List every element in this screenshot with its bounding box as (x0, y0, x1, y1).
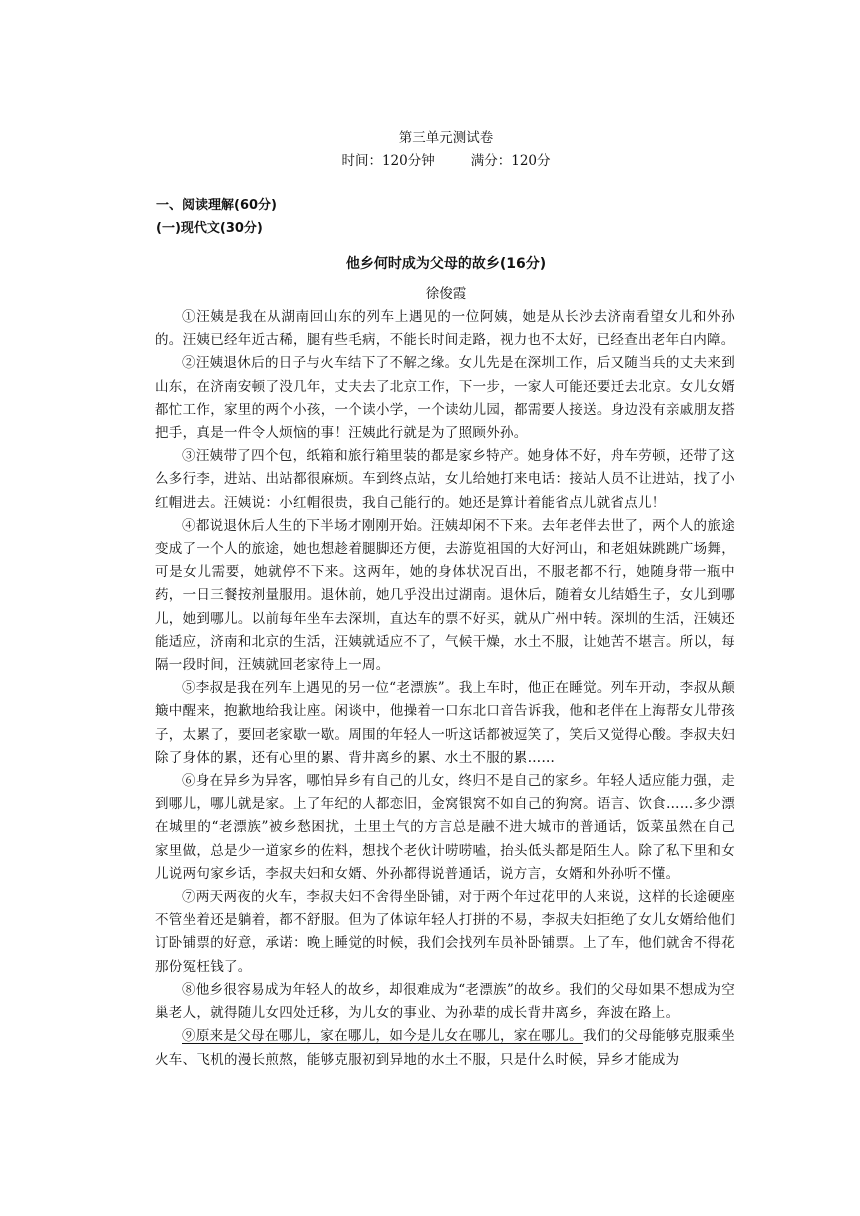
paragraph-8: ⑧他乡很容易成为年轻人的故乡，却很难成为“老漂族”的故乡。我们的父母如果不想成为空巢老人，就得随儿女四处迁移，为儿女的事业、为孙辈的成长背井离乡，奔波在路上。 (155, 981, 735, 1022)
underlined-sentence: ⑨原来是父母在哪儿，家在哪儿，如今是儿女在哪儿，家在哪儿。 (182, 1028, 583, 1045)
paragraph-9-rest: 我们的父母能够克服乘坐火车、飞机的漫长煎熬，能够克服初到异地的水土不服，只是什么时候，异乡才能成为 (155, 1028, 735, 1068)
article-title: 他乡何时成为父母的故乡(16分) (345, 256, 547, 272)
paragraph-6: ⑥身在异乡为异客，哪怕异乡有自己的儿女，终归不是自己的家乡。年轻人适应能力强，走到哪儿，哪儿就是家。上了年纪的人都恋旧，金窝银窝不如自己的狗窝。语言、饮食……多少漂在城里的“老漂族”被乡愁困扰，土里土气的方言总是融不进大城市的普通话，饭菜虽然在自己家里做，总是少一道家乡的佐料，想找个老伙计唠唠嗑，抬头低头都是陌生人。除了私下里和女儿说两句家乡话，李叔夫妇和女婿、外孙都得说普通话，说方言，女婿和外孙听不懂。 (155, 773, 735, 882)
paragraph-3: ③汪姨带了四个包，纸箱和旅行箱里装的都是家乡特产。她身体不好，舟车劳顿，还带了这么多行李，进站、出站都很麻烦。车到终点站，女儿给她打来电话：接站人员不让进站，找了小红帽进去。汪姨说：小红帽很贵，我自己能行的。她还是算计着能省点儿就省点儿！ (155, 448, 735, 511)
paragraph-5: ⑤李叔是我在列车上遇见的另一位“老漂族”。我上车时，他正在睡觉。列车开动，李叔从颠簸中醒来，抱歉地给我让座。闲谈中，他操着一口东北口音告诉我，他和老伴在上海帮女儿带孩子，太累了，要回老家歇一歇。周围的年轻人一听这话都被逗笑了，笑后又觉得心酸。李叔夫妇除了身体的累，还有心里的累、背井离乡的累、水土不服的累…… (155, 680, 735, 766)
paragraph-9 (155, 1025, 735, 1071)
section-heading-modern-text: (一)现代文(30分) (156, 221, 263, 236)
paragraph-4: ④都说退休后人生的下半场才刚刚开始。汪姨却闲不下来。去年老伴去世了，两个人的旅途变成了一个人的旅途，她也想趁着腿脚还方便，去游览祖国的大好河山，和老姐妹跳跳广场舞，可是女儿需要，她就停不下来。这两年，她的身体状况百出，不服老都不行，她随身带一瓶中药，一日三餐按剂量服用。退休前，她几乎没出过湖南。退休后，随着女儿结婚生子，女儿到哪儿，她到哪儿。以前每年坐车去深圳，直达车的票不好买，就从广州中转。深圳的生活，汪姨还能适应，济南和北京的生活，汪姨就适应不了，气候干燥，水土不服，让她苦不堪言。所以，每隔一段时间，汪姨就回老家待上一周。 (155, 517, 735, 674)
paragraph-7: ⑦两天两夜的火车，李叔夫妇不舍得坐卧铺，对于两个年过花甲的人来说，这样的长途硬座不管坐着还是躺着，都不舒服。但为了体谅年轻人打拼的不易，李叔夫妇拒绝了女儿女婿给他们订卧铺票的好意，承诺：晚上睡觉的时候，我们会找列车员补卧铺票。上了车，他们就舍不得花那份冤枉钱了。 (155, 889, 735, 975)
exam-title: 第三单元测试卷 (398, 130, 494, 146)
exam-time: 时间：120分钟 (341, 153, 435, 169)
exam-score: 满分：120分 (470, 153, 551, 169)
paragraph-1: ①汪姨是我在从湖南回山东的列车上遇见的一位阿姨，她是从长沙去济南看望女儿和外孙的。汪姨已经年近古稀，腿有些毛病，不能长时间走路，视力也不太好，已经查出老年白内障。 (155, 309, 735, 349)
paragraph-2: ②汪姨退休后的日子与火车结下了不解之缘。女儿先是在深圳工作，后又随当兵的丈夫来到山东，在济南安顿了没几年，丈夫去了北京工作，下一步，一家人可能还要迁去北京。女儿女婿都忙工作，家里的两个小孩，一个读小学，一个读幼儿园，都需要人接送。身边没有亲戚朋友搭把手，真是一件令人烦恼的事！汪姨此行就是为了照顾外孙。 (155, 355, 735, 442)
article-author: 徐俊霞 (425, 286, 467, 302)
article-body (155, 306, 735, 1072)
section-heading-reading: 一、阅读理解(60分) (156, 198, 277, 213)
exam-meta (0, 151, 860, 171)
